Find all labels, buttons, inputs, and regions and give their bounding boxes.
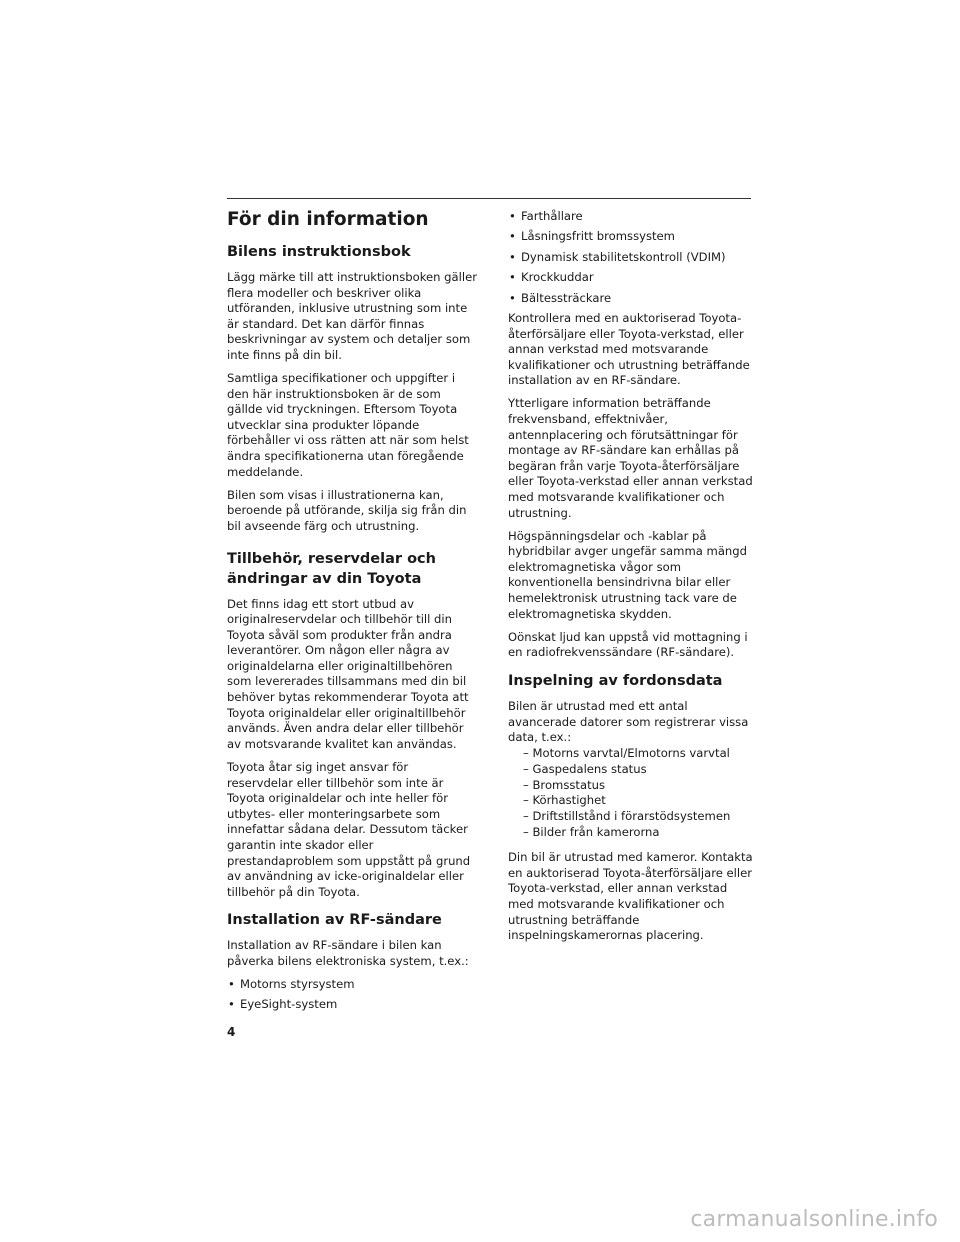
list-item: – Gaspedalens status <box>523 761 647 776</box>
section-heading-fordonsdata: Inspelning av fordonsdata <box>508 672 723 689</box>
list-item-text: EyeSight-system <box>240 997 338 1012</box>
page-title: För din information <box>227 209 429 230</box>
list-item: – Bilder från kamerorna <box>523 825 660 840</box>
right-column <box>508 209 753 951</box>
paragraph: Din bil är utrustad med kameror. Kontakta en auktoriserad Toyota-återförsäljare eller Toyota-verkstad, eller annan verkstad med motsvarande kvalifikationer och utrustning beträffande inspelningskamerornas placering. <box>508 850 753 943</box>
list-item-text: Motorns styrsystem <box>240 976 355 991</box>
section-heading-instruktionsbok: Bilens instruktionsbok <box>227 244 411 260</box>
list-item <box>508 270 753 286</box>
list-item-text: Farthållare <box>521 209 583 223</box>
paragraph: Bilen som visas i illustrationerna kan, beroende på utförande, skilja sig från din bil avseende färg och utrustning. <box>227 487 467 533</box>
section-heading-tillbehor: Tillbehör, reservdelar och ändringar av din Toyota <box>227 550 436 587</box>
section-heading-rf-sandare: Installation av RF-sändare <box>227 912 442 929</box>
bullet-icon: • <box>509 229 516 244</box>
bullet-icon: • <box>509 249 516 264</box>
bullet-icon: • <box>509 209 516 223</box>
list-item <box>227 997 477 1013</box>
list-item <box>508 209 753 225</box>
left-column <box>227 205 477 1018</box>
bullet-icon: • <box>228 976 235 991</box>
top-rule <box>227 198 751 199</box>
paragraph: Ytterligare information beträffande frekvensband, effektnivåer, antennplacering och förutsättningar för montage av RF-sändare kan erhållas på begäran från varje Toyota-återförsäljare eller Toyota-verkstad eller annan verkstad med motsvarande kvalifikationer och utrustning. <box>508 396 753 520</box>
list-item: – Driftstillstånd i förarstödsystemen <box>523 809 731 824</box>
list-item <box>508 291 753 307</box>
list-item <box>227 977 477 993</box>
list-item <box>508 229 753 245</box>
list-item <box>508 250 753 266</box>
paragraph: Högspänningsdelar och -kablar på hybridbilar avger ungefär samma mängd elektromagnetiska vågor som konventionella bensindrivna bilar eller hemelektronisk utrustning tack vare de elektromagnetiska skydden. <box>508 528 747 621</box>
paragraph: Installation av RF-sändare i bilen kan påverka bilens elektroniska system, t.ex.: <box>227 938 469 968</box>
list-item: – Motorns varvtal/Elmotorns varvtal <box>523 745 730 760</box>
paragraph: Toyota åtar sig inget ansvar för reservdelar eller tillbehör som inte är Toyota originaldelar och inte heller för utbytes- eller monteringsarbete som innefattar sådana delar. Dessutom täcker garantin inte skador eller prestandaproblem som uppstått på grund av användning av icke-originaldelar eller tillbehör på din Toyota. <box>227 759 471 899</box>
paragraph: Oönskat ljud kan uppstå vid mottagning i en radiofrekvenssändare (RF-sändare). <box>508 629 748 660</box>
bullet-icon: • <box>509 270 516 285</box>
list-item: – Bromsstatus <box>523 777 605 792</box>
paragraph: Lägg märke till att instruktionsboken gäller flera modeller och beskriver olika utföranden, inklusive utrustning som inte är standard. Det kan därför finnas beskrivningar av system och detaljer som inte finns på din bil. <box>227 270 477 362</box>
list-item: – Körhastighet <box>523 793 606 808</box>
dash-list <box>508 746 753 841</box>
list-item-text: Krockkuddar <box>521 270 594 285</box>
watermark: carmanualsonline.info <box>690 1207 938 1232</box>
paragraph: Bilen är utrustad med ett antal avancerade datorer som registrerar vissa data, t.ex.: <box>508 698 749 745</box>
paragraph: Samtliga specifikationer och uppgifter i den här instruktionsboken är de som gällde vid tryckningen. Eftersom Toyota utvecklar sina produkter löpande förbehåller vi oss rätten att när som helst ändra specifikationerna utan föregående meddelande. <box>227 371 469 479</box>
page-number: 4 <box>227 1025 236 1039</box>
list-item-text: Dynamisk stabilitetskontroll (VDIM) <box>521 249 726 264</box>
bullet-icon: • <box>509 290 516 305</box>
list-item-text: Bältessträckare <box>521 290 612 305</box>
bullet-icon: • <box>228 997 235 1012</box>
paragraph: Kontrollera med en auktoriserad Toyota-återförsäljare eller Toyota-verkstad, eller annan verkstad med motsvarande kvalifikationer och utrustning beträffande installation av en RF-sändare. <box>508 310 750 388</box>
paragraph: Det finns idag ett stort utbud av originalreservdelar och tillbehör till din Toyota såväl som produkter från andra leverantörer. Om någon eller några av originaldelarna eller originaltillbehören som levererades tillsammans med din bil behöver bytas rekommenderar Toyota att Toyota originaldelar eller originaltillbehör används. Även andra delar eller tillbehör av motsvarande kvalitet kan användas. <box>227 596 469 751</box>
list-item-text: Låsningsfritt bromssystem <box>521 229 675 244</box>
